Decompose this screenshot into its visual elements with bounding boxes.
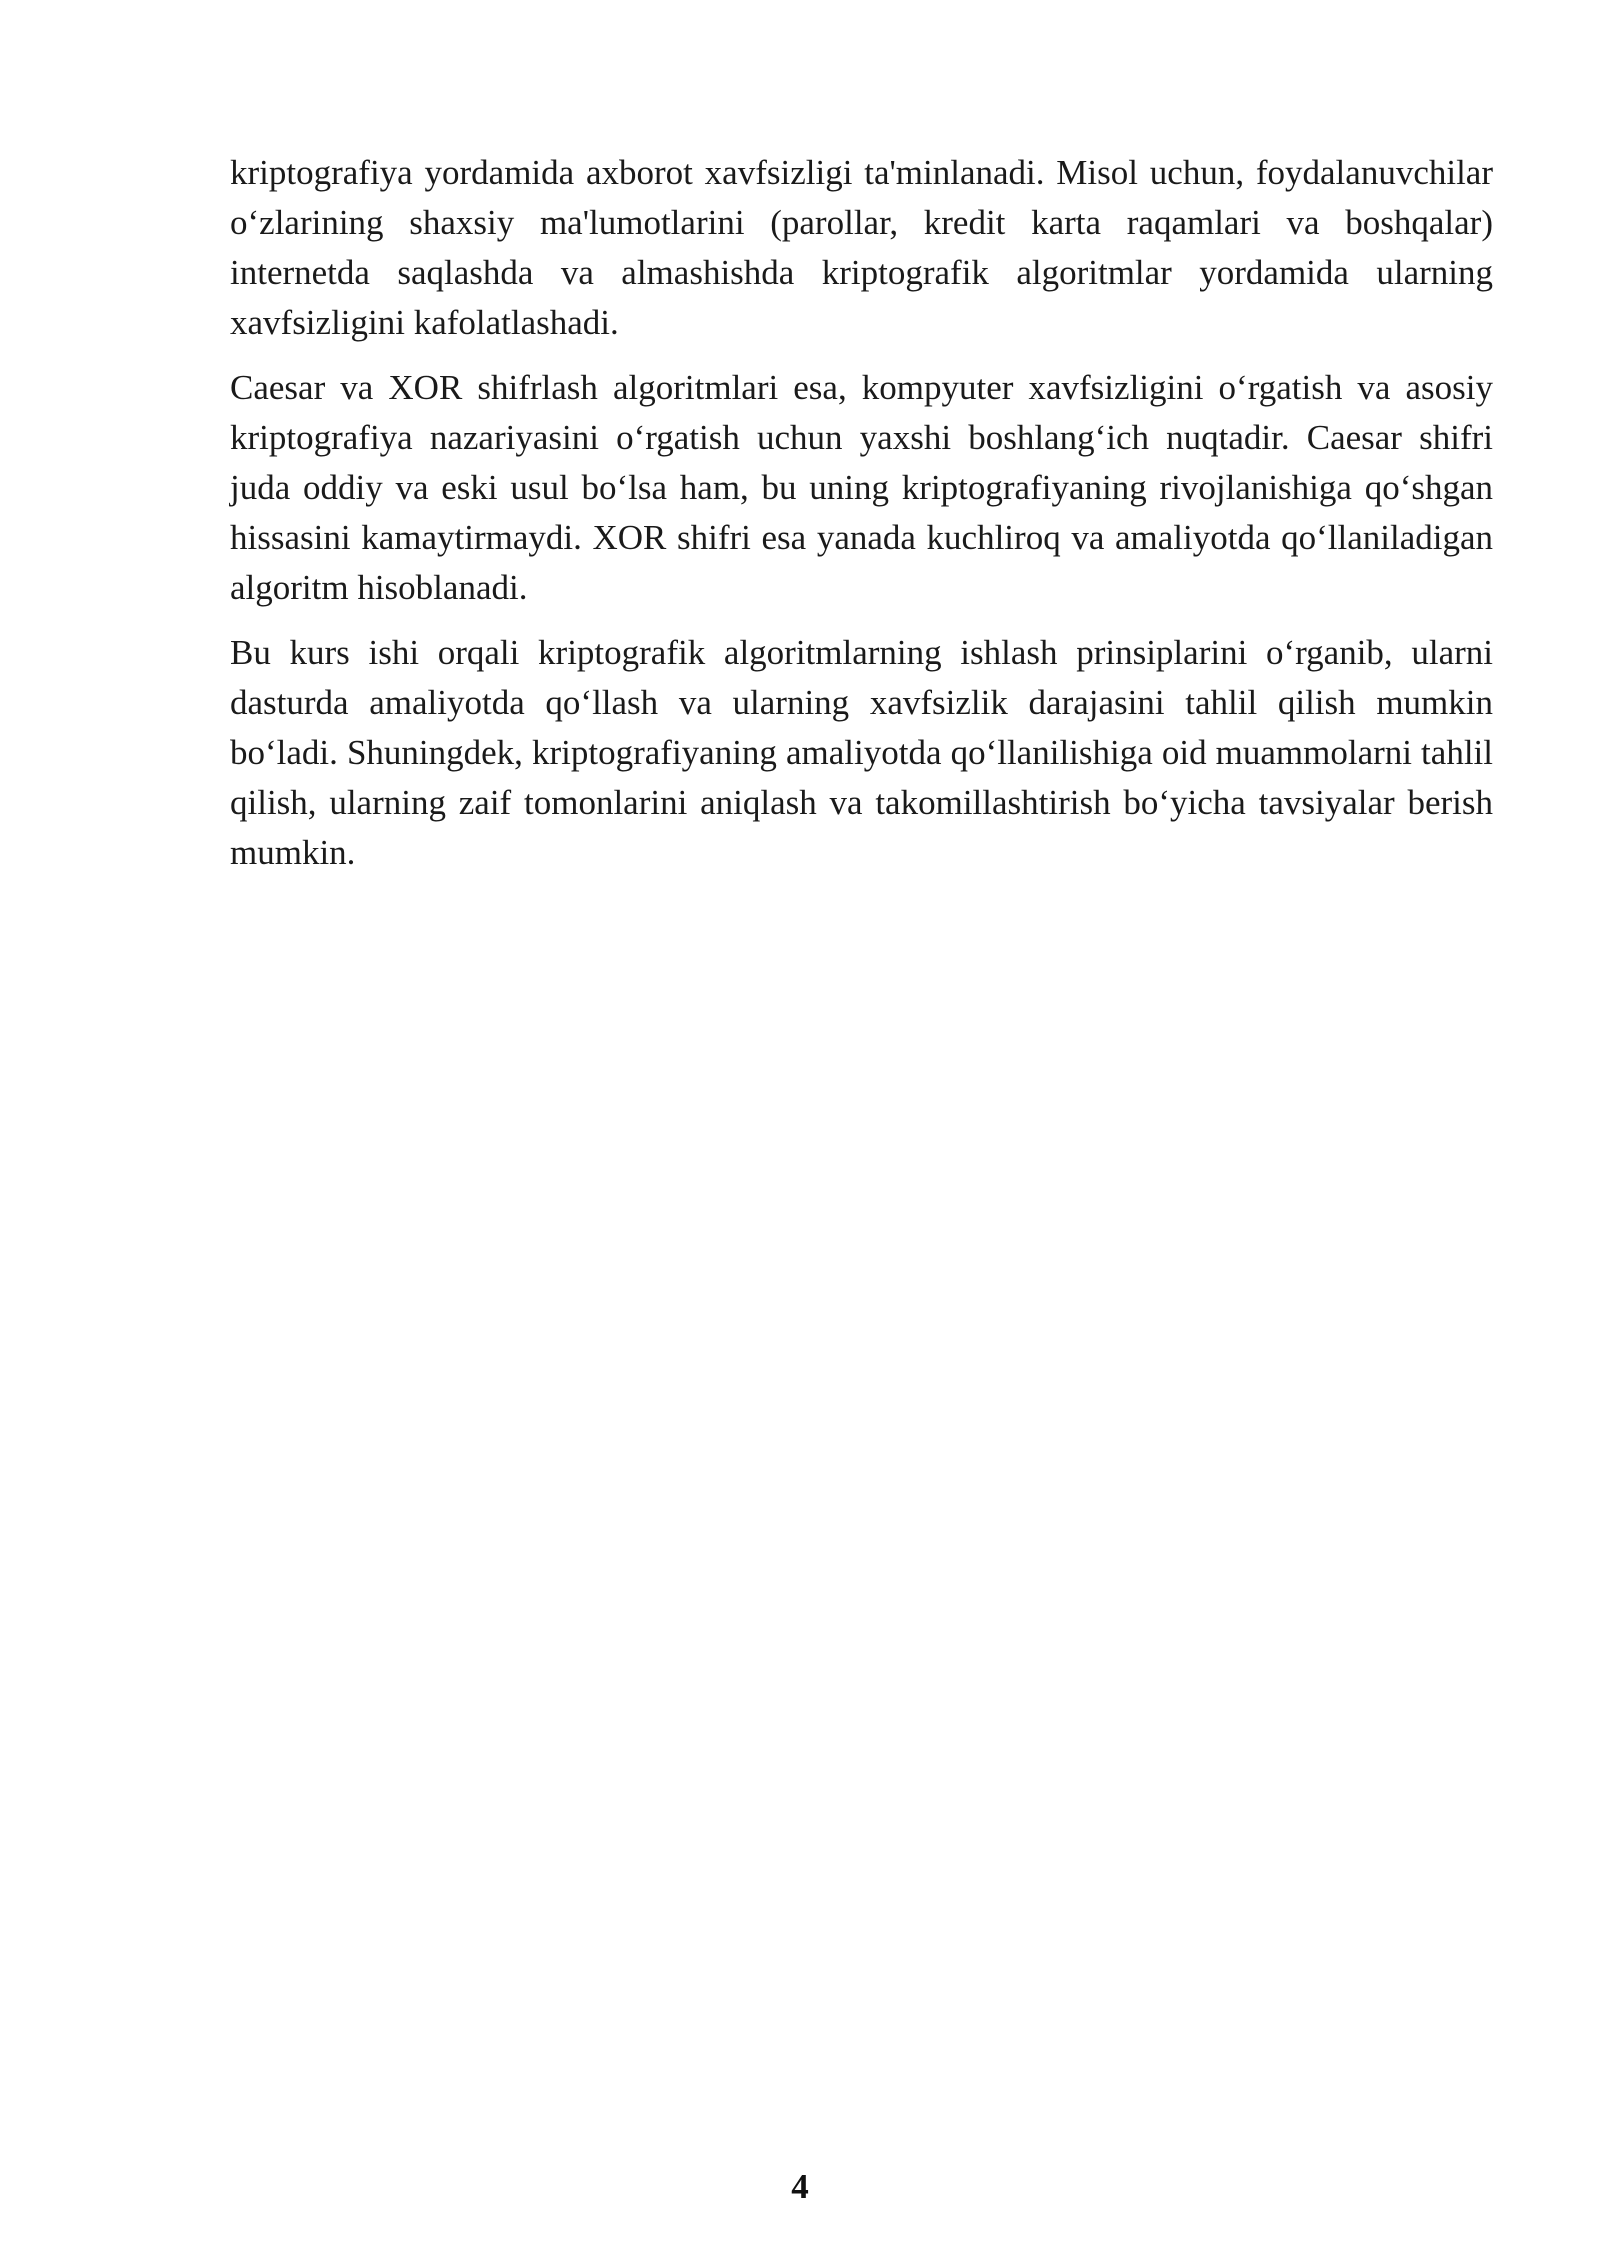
paragraph-3: Bu kurs ishi orqali kriptografik algoritmlarning ishlash prinsiplarini o‘rganib, ularni dasturda amaliyotda qo‘llash va ularning xavfsizlik darajasini tahlil qilish mumkin bo‘ladi. Shuningdek, kriptografiyaning amaliyotda qo‘llanilishiga oid muammolarni tahlil qilish, ularning zaif tomonlarini aniqlash va takomillashtirish bo‘yicha tavsiyalar berish mumkin. — [230, 633, 1493, 872]
paragraph-1: kriptografiya yordamida axborot xavfsizligi ta'minlanadi. Misol uchun, foydalanuvchilar o‘zlarining shaxsiy ma'lumotlarini (parollar, kredit karta raqamlari va boshqalar) internetda saqlashda va almashishda kriptografik algoritmlar yordamida ularning xavfsizligini kafolatlashadi. — [230, 153, 1493, 342]
paragraph-2: Caesar va XOR shifrlash algoritmlari esa, kompyuter xavfsizligini o‘rgatish va asosiy kriptografiya nazariyasini o‘rgatish uchun yaxshi boshlang‘ich nuqtadir. Caesar shifri juda oddiy va eski usul bo‘lsa ham, bu uning kriptografiyaning rivojlanishiga qo‘shgan hissasini kamaytirmaydi. XOR shifri esa yanada kuchliroq va amaliyotda qo‘llaniladigan algoritm hisoblanadi. — [230, 368, 1493, 607]
page-number: 4 — [791, 2167, 809, 2206]
body-text — [230, 148, 1493, 893]
